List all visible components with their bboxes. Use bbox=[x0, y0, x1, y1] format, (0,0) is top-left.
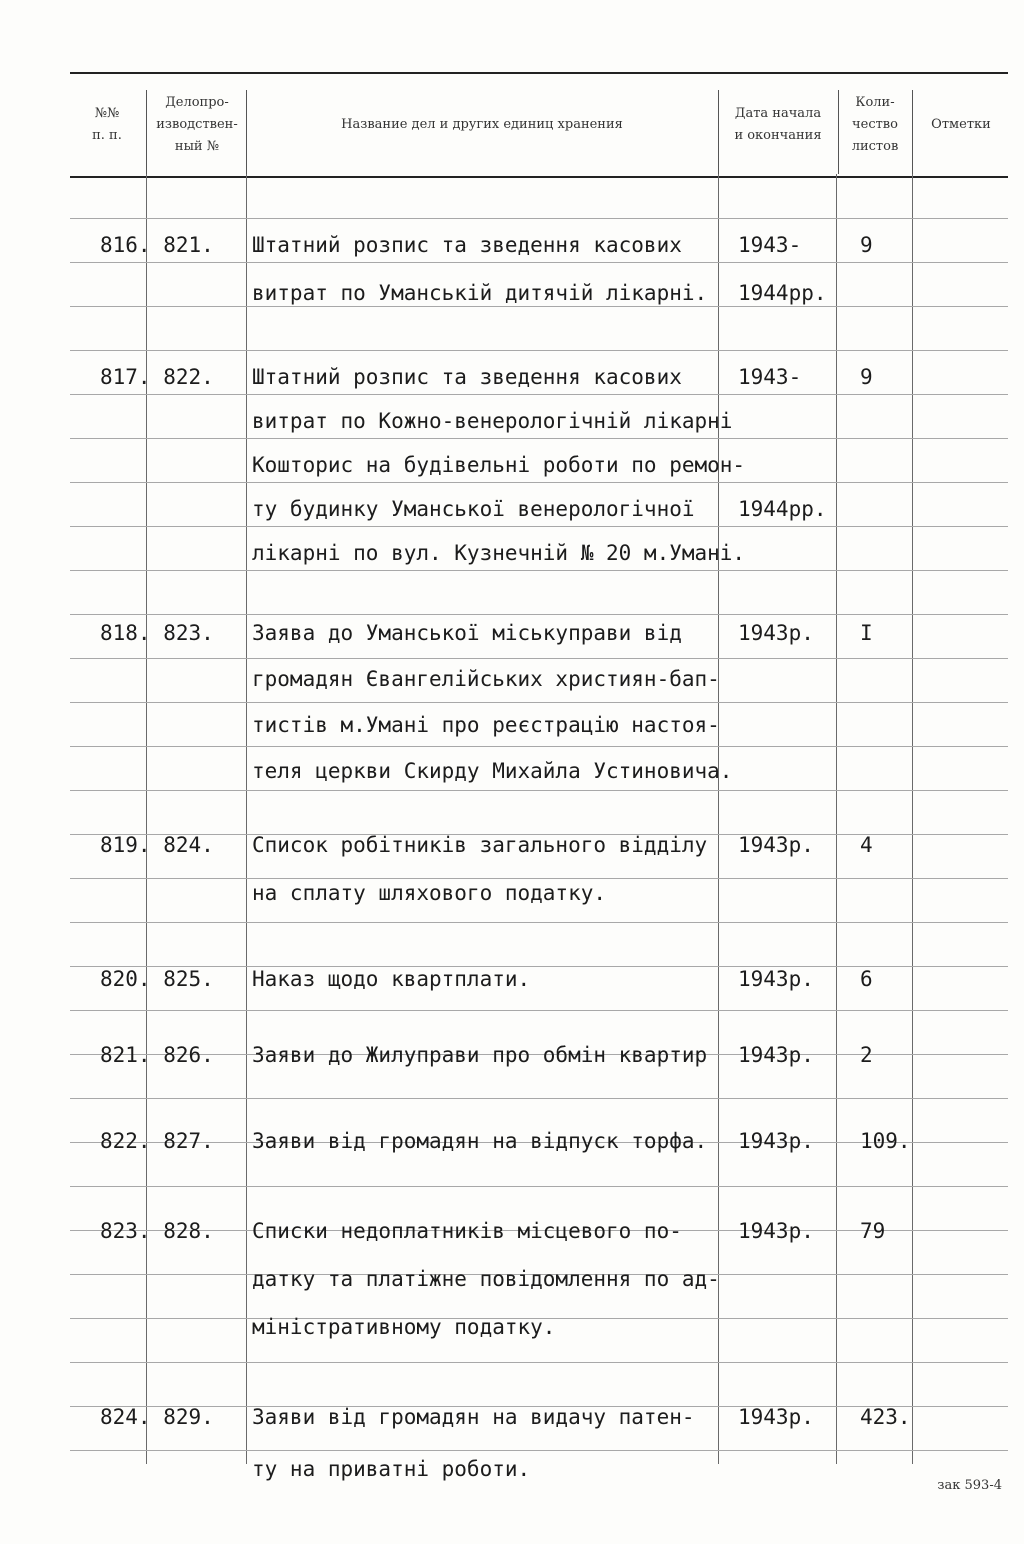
row-office-number: 829. bbox=[163, 1405, 214, 1429]
row-sheet-count: 79 bbox=[860, 1219, 886, 1243]
header-office-number: Делопро- изводствен- ный № bbox=[156, 95, 238, 154]
row-dates: 1943р. bbox=[738, 1405, 814, 1429]
ruled-line bbox=[70, 1098, 1008, 1099]
ruled-line bbox=[70, 790, 1008, 791]
row-sheet-count: 4 bbox=[860, 833, 873, 857]
row-title-line: витрат по Кожно-венерологічній лікарні bbox=[252, 409, 733, 433]
row-title-line: Штатний розпис та зведення касових bbox=[252, 365, 682, 389]
row-numbers bbox=[100, 1042, 248, 1068]
row-title-line: теля церкви Скирду Михайла Устиновича. bbox=[252, 759, 733, 783]
row-dates: 1943р. bbox=[738, 1129, 814, 1153]
header-divider bbox=[718, 90, 719, 174]
row-numbers bbox=[100, 1128, 248, 1154]
ruled-line bbox=[70, 306, 1008, 307]
row-numbers bbox=[100, 1404, 248, 1430]
row-dates: 1943р. bbox=[738, 621, 814, 645]
ruled-line bbox=[70, 702, 1008, 703]
ruled-line bbox=[70, 482, 1008, 483]
row-dates: 1943р. bbox=[738, 833, 814, 857]
row-office-number: 823. bbox=[163, 621, 214, 645]
row-sheet-count: 423. bbox=[860, 1405, 911, 1429]
row-title-line: Список робітників загального відділу bbox=[252, 833, 708, 857]
row-office-number: 827. bbox=[163, 1129, 214, 1153]
row-title-line: тистів м.Умані про реєстрацію настоя- bbox=[252, 713, 720, 737]
row-title-line: Кошторис на будівельні роботи по ремон- bbox=[252, 453, 746, 477]
row-office-number: 828. bbox=[163, 1219, 214, 1243]
print-stamp: зак 593-4 bbox=[937, 1478, 1002, 1493]
row-dates: 1943- bbox=[738, 365, 802, 389]
row-number: 818. bbox=[100, 621, 151, 645]
row-numbers bbox=[100, 364, 248, 390]
row-sheet-count: 9 bbox=[860, 233, 873, 257]
row-dates: 1943- bbox=[738, 233, 802, 257]
header-sheets: Коли- чество листов bbox=[851, 95, 899, 154]
ruled-line bbox=[70, 1010, 1008, 1011]
row-office-number: 826. bbox=[163, 1043, 214, 1067]
row-sheet-count: 6 bbox=[860, 967, 873, 991]
header-title: Название дел и других единиц хранения bbox=[341, 117, 623, 132]
row-number: 823. bbox=[100, 1219, 151, 1243]
row-numbers bbox=[100, 966, 248, 992]
header-divider bbox=[912, 90, 913, 174]
header-number: №№ п. п. bbox=[92, 106, 122, 143]
column-rule bbox=[836, 174, 837, 1464]
ruled-line bbox=[70, 394, 1008, 395]
row-numbers bbox=[100, 1218, 248, 1244]
row-title-line: Заява до Уманської міськуправи від bbox=[252, 621, 682, 645]
row-number: 821. bbox=[100, 1043, 151, 1067]
row-title-line: Заяви від громадян на видачу патен- bbox=[252, 1405, 695, 1429]
table-header bbox=[70, 72, 1008, 178]
ruled-line bbox=[70, 438, 1008, 439]
row-dates: 1943р. bbox=[738, 1219, 814, 1243]
row-title-line: Штатний розпис та зведення касових bbox=[252, 233, 682, 257]
row-number: 824. bbox=[100, 1405, 151, 1429]
row-title-line: датку та платіжне повідомлення по ад- bbox=[252, 1267, 720, 1291]
ruled-line bbox=[70, 658, 1008, 659]
ruled-line bbox=[70, 350, 1008, 351]
row-title-line: Списки недоплатників місцевого по- bbox=[252, 1219, 682, 1243]
row-number: 819. bbox=[100, 833, 151, 857]
row-sheet-count: I bbox=[860, 621, 873, 645]
row-office-number: 825. bbox=[163, 967, 214, 991]
row-title-line: міністративному податку. bbox=[252, 1315, 556, 1339]
row-title-line: ту на приватні роботи. bbox=[252, 1457, 531, 1481]
row-dates: 1943р. bbox=[738, 1043, 814, 1067]
row-title-line: лікарні по вул. Кузнечній № 20 м.Умані. bbox=[252, 541, 746, 565]
row-sheet-count: 9 bbox=[860, 365, 873, 389]
row-numbers bbox=[100, 832, 248, 858]
row-title-line: Заяви від громадян на відпуск торфа. bbox=[252, 1129, 708, 1153]
row-title-line: громадян Євангелійських християн-бап- bbox=[252, 667, 720, 691]
row-title-line: витрат по Уманській дитячій лікарні. bbox=[252, 281, 708, 305]
row-dates: 1944рр. bbox=[738, 281, 827, 305]
ruled-line bbox=[70, 1186, 1008, 1187]
column-rule bbox=[912, 174, 913, 1464]
row-title-line: Заяви до Жилуправи про обмін квартир bbox=[252, 1043, 708, 1067]
ruled-line bbox=[70, 526, 1008, 527]
row-title-line: Наказ щодо квартплати. bbox=[252, 967, 531, 991]
ruled-line bbox=[70, 262, 1008, 263]
ruled-line bbox=[70, 614, 1008, 615]
row-number: 822. bbox=[100, 1129, 151, 1153]
header-notes: Отметки bbox=[931, 117, 991, 132]
row-sheet-count: 2 bbox=[860, 1043, 873, 1067]
row-numbers bbox=[100, 620, 248, 646]
header-divider bbox=[838, 90, 839, 174]
row-number: 820. bbox=[100, 967, 151, 991]
row-office-number: 824. bbox=[163, 833, 214, 857]
ruled-line bbox=[70, 878, 1008, 879]
ruled-line bbox=[70, 922, 1008, 923]
row-number: 817. bbox=[100, 365, 151, 389]
row-numbers bbox=[100, 232, 248, 258]
ruled-line bbox=[70, 1362, 1008, 1363]
row-number: 816. bbox=[100, 233, 151, 257]
header-divider bbox=[146, 90, 147, 174]
header-dates: Дата начала и окончания bbox=[734, 106, 822, 143]
ruled-line bbox=[70, 1450, 1008, 1451]
ruled-line bbox=[70, 570, 1008, 571]
row-dates: 1944рр. bbox=[738, 497, 827, 521]
header-divider bbox=[246, 90, 247, 174]
row-title-line: ту будинку Уманської венерологічної bbox=[252, 497, 695, 521]
row-office-number: 822. bbox=[163, 365, 214, 389]
row-dates: 1943р. bbox=[738, 967, 814, 991]
row-title-line: на сплату шляхового податку. bbox=[252, 881, 607, 905]
ruled-line bbox=[70, 746, 1008, 747]
ruled-line bbox=[70, 218, 1008, 219]
row-office-number: 821. bbox=[163, 233, 214, 257]
row-sheet-count: 109. bbox=[860, 1129, 911, 1153]
